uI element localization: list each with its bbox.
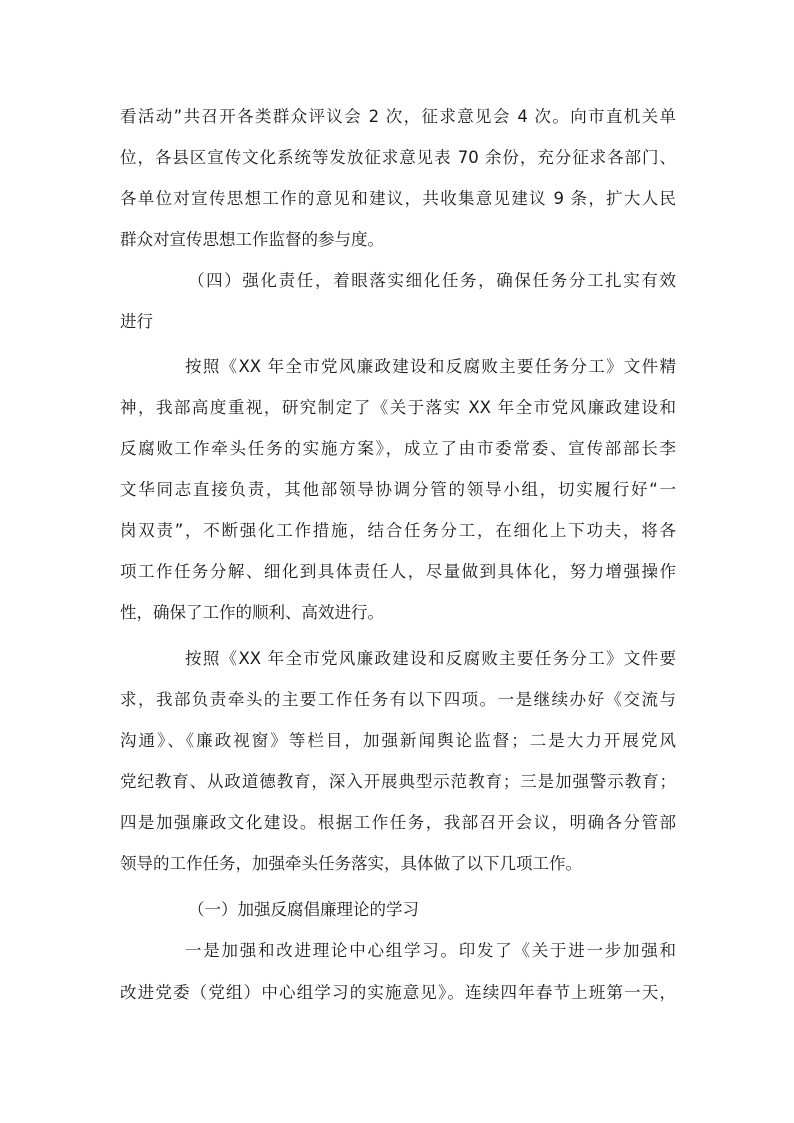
section-heading: （四）强化责任，着眼落实细化任务，确保任务分工扎实有效 [188, 271, 676, 290]
text-line: 反腐败工作牵头任务的实施方案》，成立了由市委常委、宣传部部长李 [120, 439, 676, 458]
paragraph-first-line: 一是加强和改进理论中心组学习。印发了《关于进一步加强和 [185, 941, 676, 960]
text-line: 看活动”共召开各类群众评议会 2 次，征求意见会 4 次。向市直机关单 [120, 107, 676, 126]
text-line: 神，我部高度重视，研究制定了《关于落实 XX 年全市党风廉政建设和 [120, 398, 676, 417]
text-line: 岗双责”，不断强化工作措施，结合任务分工，在细化上下功夫，将各 [120, 521, 676, 540]
text-line: 党纪教育、从政道德教育，深入开展典型示范教育；三是加强警示教育； [120, 772, 676, 791]
text-line: 项工作任务分解、细化到具体责任人，尽量做到具体化，努力增强操作 [120, 562, 676, 581]
paragraph-first-line: 按照《XX 年全市党风廉政建设和反腐败主要任务分工》文件要 [185, 649, 676, 668]
text-line: 各单位对宣传思想工作的意见和建议，共收集意见建议 9 条，扩大人民 [120, 189, 676, 208]
text-line: 位，各县区宣传文化系统等发放征求意见表 70 余份，充分征求各部门、 [120, 148, 676, 167]
text-line: 改进党委（党组）中心组学习的实施意见》。连续四年春节上班第一天， [120, 983, 676, 1002]
text-line: 群众对宣传思想工作监督的参与度。 [120, 230, 384, 249]
section-heading-continued: 进行 [120, 312, 153, 331]
text-line: 四是加强廉政文化建设。根据工作任务，我部召开会议，明确各分管部 [120, 813, 676, 832]
text-line: 沟通》、《廉政视窗》等栏目，加强新闻舆论监督；二是大力开展党风 [120, 731, 676, 750]
text-line: 求，我部负责牵头的主要工作任务有以下四项。一是继续办好《交流与 [120, 690, 676, 709]
text-line: 文华同志直接负责，其他部领导协调分管的领导小组，切实履行好“一 [120, 480, 676, 499]
section-heading: （一）加强反腐倡廉理论的学习 [188, 900, 419, 919]
text-line: 性，确保了工作的顺利、高效进行。 [120, 603, 384, 622]
text-line: 领导的工作任务，加强牵头任务落实，具体做了以下几项工作。 [120, 854, 582, 873]
paragraph-first-line: 按照《XX 年全市党风廉政建设和反腐败主要任务分工》文件精 [185, 357, 676, 376]
